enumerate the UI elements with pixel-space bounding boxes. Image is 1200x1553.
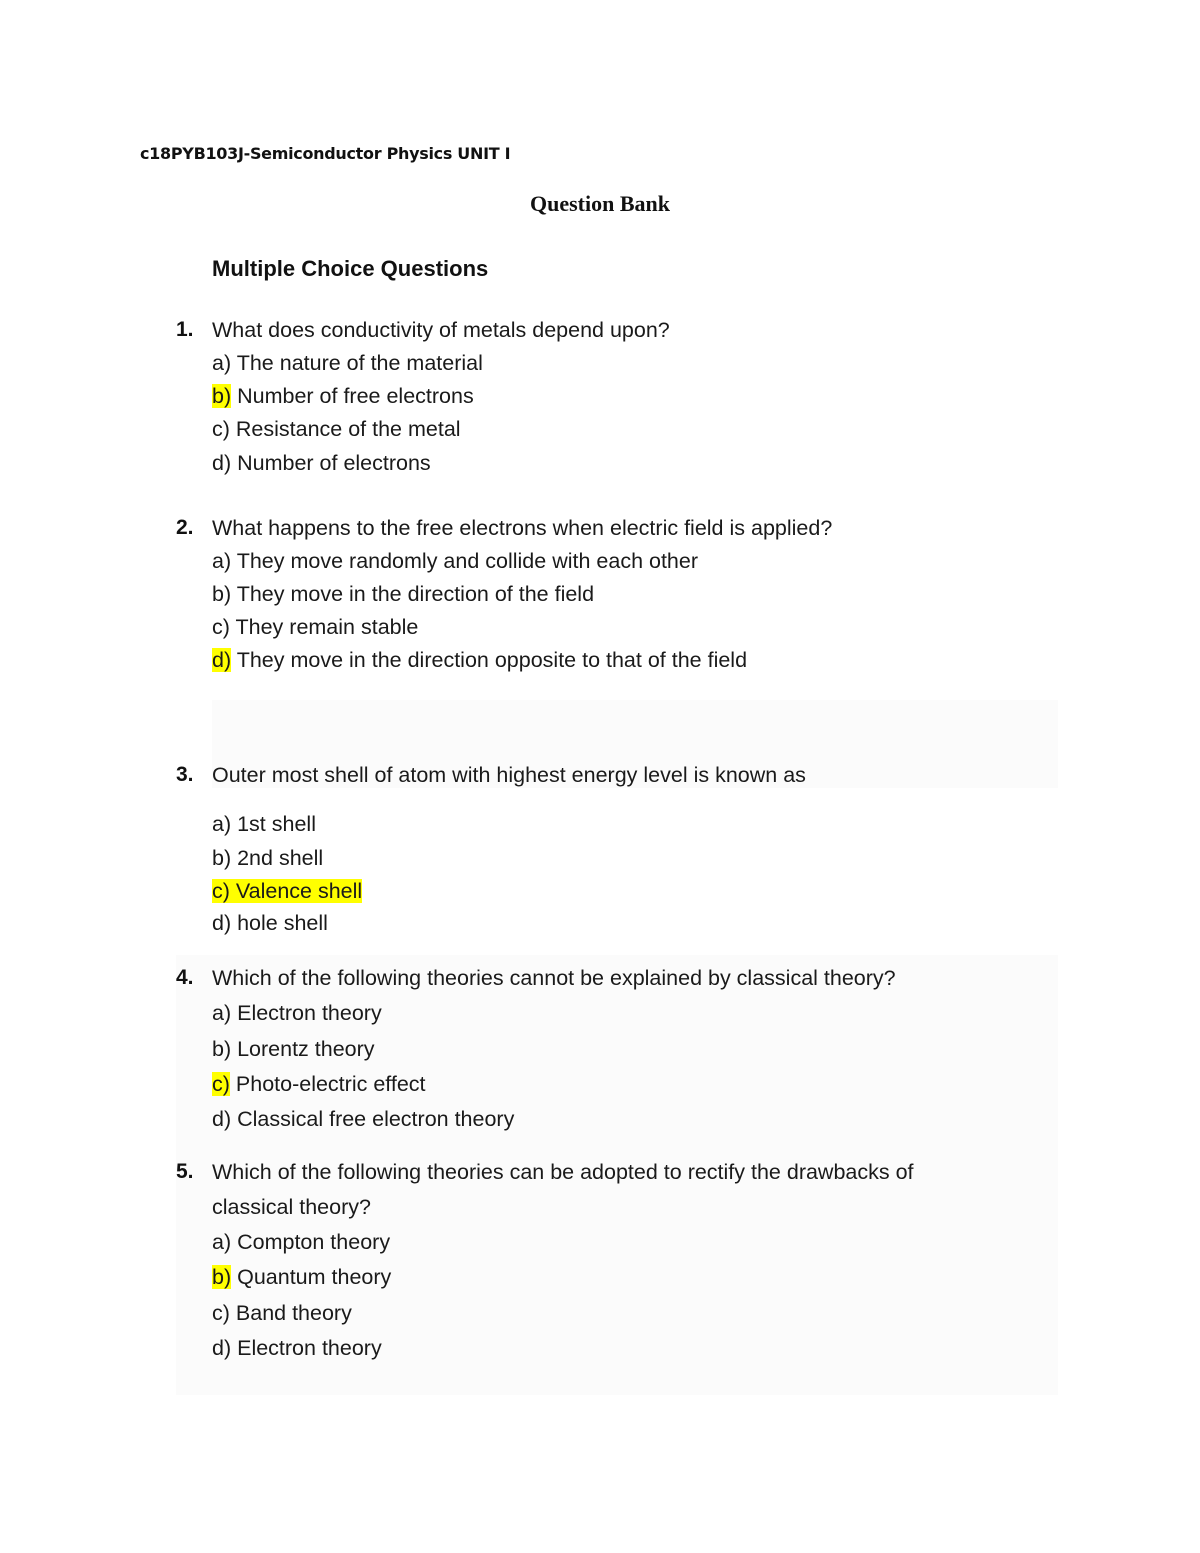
option-text: They move in the direction of the field bbox=[231, 582, 595, 606]
option bbox=[212, 1336, 382, 1361]
option-text: Lorentz theory bbox=[231, 1037, 375, 1061]
option-label-highlighted: d) bbox=[212, 648, 232, 672]
question-number: 5. bbox=[176, 1160, 194, 1183]
question-text-line-2: classical theory? bbox=[212, 1195, 371, 1219]
question-text: Outer most shell of atom with highest energy level is known as bbox=[212, 763, 806, 787]
option-label: c) bbox=[212, 417, 230, 441]
option-label: d) bbox=[212, 911, 232, 935]
option-label: c) bbox=[212, 615, 230, 639]
option-label: b) bbox=[212, 582, 232, 606]
option-text: Electron theory bbox=[231, 1001, 382, 1025]
course-code-line: c18PYB103J-Semiconductor Physics UNIT I bbox=[140, 144, 511, 163]
option-text: Quantum theory bbox=[231, 1265, 392, 1289]
option bbox=[212, 417, 461, 442]
option-correct bbox=[212, 384, 474, 409]
option-text: They move in the direction opposite to that of the field bbox=[231, 648, 748, 672]
option-correct bbox=[212, 648, 747, 673]
option-label: a) bbox=[212, 549, 232, 573]
option-label: c) bbox=[212, 879, 230, 903]
option-text: They move randomly and collide with each other bbox=[231, 549, 699, 573]
option-label: a) bbox=[212, 1001, 232, 1025]
option-highlighted bbox=[212, 879, 362, 903]
option-label: b) bbox=[212, 1037, 232, 1061]
option-label: c) bbox=[212, 1301, 230, 1325]
option bbox=[212, 549, 698, 574]
question-number: 2. bbox=[176, 516, 194, 539]
option-text: Band theory bbox=[229, 1301, 352, 1325]
option bbox=[212, 1301, 352, 1326]
option-text: Photo-electric effect bbox=[229, 1072, 426, 1096]
option-text: 1st shell bbox=[231, 812, 316, 836]
option bbox=[212, 1037, 375, 1062]
option-text: The nature of the material bbox=[231, 351, 483, 375]
option-text: Valence shell bbox=[229, 879, 363, 903]
option-label: d) bbox=[212, 1107, 232, 1131]
option bbox=[212, 1001, 382, 1026]
question-number: 1. bbox=[176, 318, 194, 341]
option bbox=[212, 1107, 514, 1132]
option-label: d) bbox=[212, 1336, 232, 1360]
option-label: b) bbox=[212, 846, 232, 870]
option bbox=[212, 846, 323, 871]
option-text: hole shell bbox=[231, 911, 328, 935]
option-text: 2nd shell bbox=[231, 846, 324, 870]
option-label-highlighted: b) bbox=[212, 384, 232, 408]
question-number: 3. bbox=[176, 763, 194, 786]
option bbox=[212, 812, 316, 837]
option-text: Number of electrons bbox=[231, 451, 431, 475]
option-text: Classical free electron theory bbox=[231, 1107, 515, 1131]
question-text: Which of the following theories cannot be explained by classical theory? bbox=[212, 966, 896, 990]
option bbox=[212, 351, 483, 376]
option-correct bbox=[212, 1072, 426, 1097]
option-label-highlighted: b) bbox=[212, 1265, 232, 1289]
option bbox=[212, 582, 594, 607]
question-text: What does conductivity of metals depend upon? bbox=[212, 318, 670, 342]
option-text: Resistance of the metal bbox=[229, 417, 461, 441]
option-text: Electron theory bbox=[231, 1336, 382, 1360]
option-text: They remain stable bbox=[229, 615, 419, 639]
option-label: d) bbox=[212, 451, 232, 475]
option-label: a) bbox=[212, 351, 232, 375]
option-label-highlighted: c) bbox=[212, 1072, 230, 1096]
option-correct bbox=[212, 879, 362, 904]
option bbox=[212, 1230, 390, 1255]
option bbox=[212, 615, 418, 640]
option-text: Number of free electrons bbox=[231, 384, 474, 408]
option-label: a) bbox=[212, 812, 232, 836]
question-text-line-1: Which of the following theories can be adopted to rectify the drawbacks of bbox=[212, 1160, 914, 1184]
section-title: Multiple Choice Questions bbox=[212, 256, 489, 281]
page-title: Question Bank bbox=[530, 191, 670, 216]
question-text: What happens to the free electrons when electric field is applied? bbox=[212, 516, 833, 540]
option-label: a) bbox=[212, 1230, 232, 1254]
option bbox=[212, 911, 328, 936]
option-text: Compton theory bbox=[231, 1230, 391, 1254]
option bbox=[212, 451, 431, 476]
option-correct bbox=[212, 1265, 391, 1290]
question-number: 4. bbox=[176, 966, 194, 989]
